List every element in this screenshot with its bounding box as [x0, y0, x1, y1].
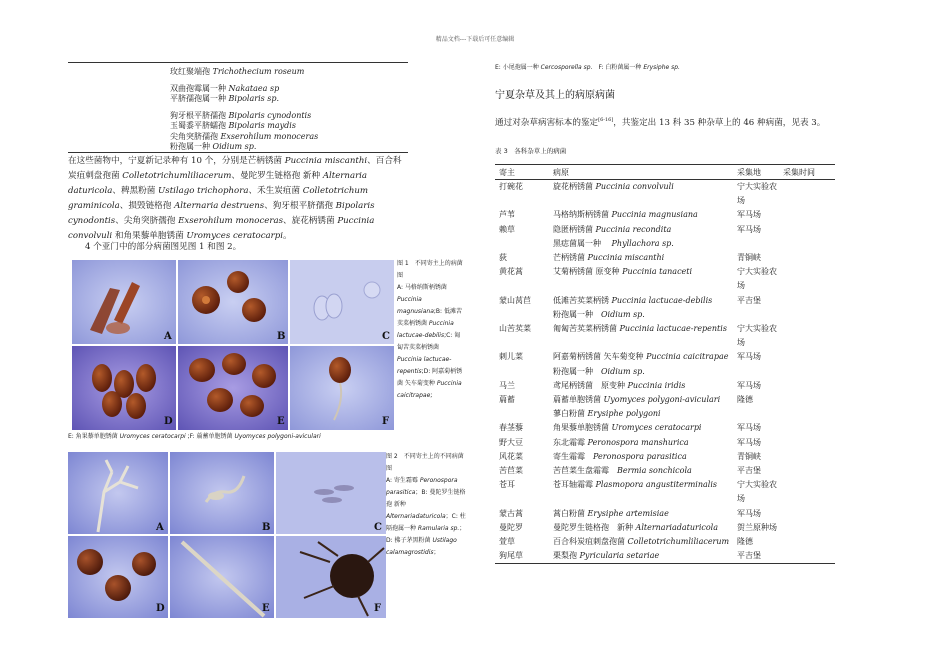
- panel-label: F: [374, 603, 382, 614]
- cell-time: [779, 549, 835, 564]
- panel-label: D: [156, 603, 165, 614]
- pathogen-zh: 栗梨孢: [553, 551, 580, 561]
- cell-host: 山苦荬菜: [499, 324, 531, 334]
- pathogen-latin: Uromyces ceratocarpi: [611, 423, 702, 433]
- pathogen-latin: Puccinia convolvuli: [595, 182, 674, 191]
- cell-host: 黄花蒿: [499, 267, 523, 277]
- cell-host: 马兰: [499, 380, 515, 390]
- cell-host: 野大豆: [499, 437, 523, 447]
- cell-time: [779, 379, 835, 393]
- cell-pathogen: [549, 265, 733, 293]
- cell-location: [733, 407, 779, 421]
- panel-label: A: [156, 522, 164, 533]
- pathogen-latin: Puccinia lactucae-debilis: [611, 295, 713, 305]
- panel-label: D: [164, 416, 173, 427]
- cell-time: [779, 251, 835, 265]
- table-row: [495, 521, 835, 535]
- cell-location: 军马场: [737, 508, 761, 518]
- cell-location: 宁大实验农场: [737, 267, 777, 291]
- page-header: 精品文档---下载后可任意编辑: [435, 36, 515, 43]
- cell-location: 平吉堡: [737, 295, 761, 305]
- pathogen-latin: Puccinia recondita: [595, 224, 672, 234]
- figure-2-image: [68, 452, 386, 618]
- cell-pathogen: [549, 223, 733, 237]
- pathogen-zh: 百合科炭疽刺盘孢菌: [553, 537, 628, 547]
- pathogen-latin: Puccinia iridis: [627, 380, 686, 390]
- pathogen-table: [495, 164, 835, 564]
- pathogen-zh: 寄生霜霉: [553, 451, 593, 461]
- cell-time: [779, 436, 835, 450]
- table-row: [495, 350, 835, 364]
- cell-pathogen: [549, 521, 733, 535]
- cell-time: [779, 223, 835, 237]
- cell-pathogen: [549, 478, 733, 506]
- cell-host: 苦苣菜: [499, 466, 523, 476]
- section-title: 宁夏杂草及其上的病原病菌: [495, 90, 615, 101]
- table-row: [495, 478, 835, 506]
- col-header-pathogen: 病原: [549, 165, 733, 180]
- body-paragraph-2: 4 个亚门中的部分病菌图见图 1 和图 2。: [85, 242, 242, 252]
- cell-pathogen: [549, 208, 733, 222]
- cell-time: [779, 507, 835, 521]
- pathogen-latin: Oidium sp.: [601, 309, 645, 319]
- figure-1-micrographs: [72, 260, 394, 430]
- pathogen-zh: 东北霜霉: [553, 437, 588, 447]
- fungus-list: [170, 67, 318, 153]
- pathogen-zh: 隐匿柄锈菌: [553, 224, 596, 234]
- cell-pathogen: [549, 379, 733, 393]
- cell-host: [495, 407, 549, 421]
- cell-location: 军马场: [737, 437, 761, 447]
- table-row: [495, 450, 835, 464]
- pathogen-latin: Puccinia caicitrapae: [646, 352, 729, 362]
- cell-pathogen: [549, 350, 733, 364]
- list-rule: [68, 152, 408, 153]
- cell-time: [779, 265, 835, 293]
- cell-location: 军马场: [737, 380, 761, 390]
- cell-host: 赖草: [499, 224, 515, 234]
- pathogen-latin: Alternariadaturicola: [635, 522, 718, 532]
- col-header-host: 寄主: [495, 165, 549, 180]
- cell-time: [779, 365, 835, 379]
- cell-host: 荻: [499, 253, 507, 263]
- table-row: [495, 379, 835, 393]
- pathogen-zh: 曼陀罗生链格孢 新种: [553, 522, 636, 532]
- pathogen-latin: Puccinia magnusiana: [611, 210, 698, 220]
- table-row: [495, 251, 835, 265]
- cell-pathogen: [549, 365, 733, 379]
- pathogen-latin: Puccinia tanaceti: [622, 267, 693, 277]
- cell-time: [779, 237, 835, 251]
- col-header-location: 采集地: [733, 165, 779, 180]
- cell-host: 芦苇: [499, 210, 515, 220]
- cell-pathogen: [549, 322, 733, 350]
- cell-time: [779, 421, 835, 435]
- pathogen-zh: 蓼白粉菌: [553, 409, 588, 419]
- cell-location: 军马场: [737, 224, 761, 234]
- cell-time: [779, 294, 835, 308]
- cell-host: 曼陀罗: [499, 522, 523, 532]
- pathogen-zh: 芒柄锈菌: [553, 253, 588, 263]
- table-row: [495, 294, 835, 308]
- panel-label: B: [277, 331, 286, 342]
- cell-location: 军马场: [737, 210, 761, 220]
- cell-host: 风花菜: [499, 451, 523, 461]
- cell-location: 隆德: [737, 537, 753, 547]
- pathogen-zh: 黑痣菌属一种: [553, 238, 612, 248]
- figure-2-caption-continued: E: 小尾孢属一种 Cercosporella sp. F: 白粉菌属一种 Erysiphe sp.: [495, 64, 680, 71]
- pathogen-latin: Pyricularia setariae: [579, 551, 660, 561]
- table-row: [495, 223, 835, 237]
- table-row: [495, 507, 835, 521]
- cell-location: 青铜峡: [737, 451, 761, 461]
- pathogen-latin: Peronospora manshurica: [587, 437, 689, 447]
- pathogen-zh: 角果藜单胞锈菌: [553, 423, 612, 433]
- cell-location: [733, 365, 779, 379]
- table-row: [495, 208, 835, 222]
- pathogen-latin: Puccinia miscanthi: [587, 253, 665, 263]
- panel-label: C: [374, 522, 382, 533]
- cell-pathogen: [549, 450, 733, 464]
- cell-time: [779, 521, 835, 535]
- body-paragraph: 在这些菌物中，宁夏新记录种有 10 个，分别是芒柄锈菌 Puccinia miscanthi、百合科炭疽刺盘孢菌 Colletotrichumliliacerum、曼陀罗生链格孢 新种 Alternaria daturicola、稗黑粉菌 Ustilago trichophora、禾生炭疽菌 Colletotrichum graminicola、损毁链格孢 Alternaria destruens、狗牙根平脐孺孢 Bipolaris cynodontis、尖角突脐孺孢 Exserohilum monoceras、旋花柄锈菌 Puccinia convolvuli 和角果藜单胞锈菌 Uromyces ceratocarpi。: [68, 156, 402, 241]
- cell-host: 狗尾草: [495, 549, 549, 564]
- cell-time: [779, 350, 835, 364]
- cell-time: [779, 308, 835, 322]
- cell-location: 隆德: [737, 395, 753, 405]
- pathogen-zh: 苍耳轴霜霉: [553, 480, 596, 490]
- cell-pathogen: [549, 180, 733, 209]
- list-item: 平脐孺孢属一种 Bipolaris sp.: [170, 94, 280, 103]
- cell-location: [733, 308, 779, 322]
- pathogen-latin: Bermia sonchicola: [617, 466, 692, 476]
- pathogen-latin: Puccinia lactucae-repentis: [619, 324, 727, 334]
- cell-host: 打碗花: [499, 182, 523, 191]
- cell-time: [779, 450, 835, 464]
- cell-location: 宁大实验农场: [737, 324, 777, 348]
- table-row: [495, 464, 835, 478]
- pathogen-latin: Erysiphe artemisiae: [587, 508, 669, 518]
- cell-location: [733, 237, 779, 251]
- pathogen-latin: Oidium sp.: [601, 366, 645, 376]
- cell-location: 青铜峡: [737, 253, 761, 263]
- table-row: [495, 421, 835, 435]
- pathogen-latin: Phyllachora sp.: [611, 238, 674, 248]
- cell-location: 平吉堡: [737, 466, 761, 476]
- cell-host: [495, 237, 549, 251]
- pathogen-zh: 鸢尾柄锈菌 原变种: [553, 380, 628, 390]
- pathogen-latin: Colletotrichumliliacerum: [627, 537, 730, 547]
- cell-host: 蒙山莴苣: [499, 295, 531, 305]
- table-row: [495, 393, 835, 407]
- col-header-time: 采集时间: [779, 165, 835, 180]
- table-row: [495, 322, 835, 350]
- panel-label: B: [262, 522, 271, 533]
- panel-label: C: [382, 331, 390, 342]
- cell-host: 春茎藜: [499, 423, 523, 433]
- figure-1-caption-bottom: E: 角果藜单胞锈菌 Uromyces ceratocarpi ;F: 萹蓄单胞锈菌 Uyomyces polygoni-aviculari: [68, 433, 321, 440]
- section-paragraph: 通过对杂草病害标本的鉴定[6-16]，共鉴定出 13 科 35 种杂草上的 46 种病菌，见表 3。: [495, 117, 826, 128]
- cell-time: [779, 180, 835, 209]
- panel-label: E: [262, 603, 270, 614]
- table-row: [495, 237, 835, 251]
- cell-host: 蒙古蒿: [499, 508, 523, 518]
- cell-host: 刺儿菜: [499, 352, 523, 362]
- panel-label: E: [277, 416, 285, 427]
- table-row: [495, 365, 835, 379]
- table-row: [495, 265, 835, 293]
- cell-location: 军马场: [737, 352, 761, 362]
- table-row: [495, 308, 835, 322]
- cell-location: 宁大实验农场: [737, 182, 777, 206]
- cell-pathogen: [549, 237, 733, 251]
- pathogen-zh: 低滩苦荬菜柄锈: [553, 295, 612, 305]
- table-row: [495, 549, 835, 564]
- cell-location: 贺兰原种场: [737, 522, 777, 532]
- list-item: 玉蜀黍平脐蠕孢 Bipolaris maydis: [170, 121, 296, 130]
- cell-time: [779, 208, 835, 222]
- top-rule: [68, 62, 408, 63]
- pathogen-zh: 旋花柄锈菌: [553, 182, 596, 191]
- cell-time: [779, 407, 835, 421]
- cell-pathogen: [549, 393, 733, 407]
- pathogen-zh: 粉孢属一种: [553, 309, 601, 319]
- figure-1-image: [72, 260, 394, 430]
- cell-host: 苍耳: [499, 480, 515, 490]
- pathogen-zh: 艾菊柄锈菌 原变种: [553, 267, 623, 277]
- table-header-row: [495, 165, 835, 180]
- cell-host: [495, 308, 549, 322]
- cell-host: 萱草: [499, 537, 515, 547]
- table-caption: 表 3 各科杂草上的病菌: [495, 147, 567, 155]
- table-row: [495, 407, 835, 421]
- cell-pathogen: [549, 507, 733, 521]
- cell-pathogen: [549, 407, 733, 421]
- table-row: [495, 535, 835, 549]
- list-item: 狗牙根平脐孺孢 Bipolaris cynodontis: [170, 110, 312, 120]
- panel-label: A: [164, 331, 172, 342]
- figure-2-caption: 图 2 不同寄主上的不同病菌图 A: 寄生霜霉 Peronospora parasitica；B: 曼陀罗生链格孢 新种 Alternariadaturicola；C: 柱隔孢属一种 Ramularia sp.；D: 拂子茅黑粉菌 Ustilago calamagrostidis；: [386, 453, 466, 556]
- table-row: [495, 436, 835, 450]
- cell-pathogen: [549, 436, 733, 450]
- cell-time: [779, 464, 835, 478]
- pathogen-zh: 苦苣菜生盘霜霉: [553, 466, 617, 476]
- cell-time: [779, 393, 835, 407]
- pathogen-zh: 萹蓄单胞锈菌: [553, 395, 604, 405]
- list-item: 双曲孢霉属一种 Nakataea sp: [170, 83, 280, 93]
- cell-location: 平吉堡: [733, 549, 779, 564]
- pathogen-latin: Plasmopora angustiterminalis: [595, 480, 717, 490]
- cell-time: [779, 535, 835, 549]
- cell-time: [779, 478, 835, 506]
- figure-2-micrographs: [68, 452, 386, 618]
- cell-pathogen: [549, 308, 733, 322]
- cell-host: [495, 365, 549, 379]
- cell-time: [779, 322, 835, 350]
- pathogen-zh: 马格纳斯柄锈菌: [553, 210, 612, 220]
- cell-pathogen: [549, 535, 733, 549]
- cell-location: 宁大实验农场: [737, 480, 777, 504]
- pathogen-zh: 匍匐苦荬菜柄锈菌: [553, 324, 620, 334]
- list-item: 粉孢属一种 Oidium sp.: [170, 142, 257, 151]
- cell-host: 萹蓄: [499, 395, 515, 405]
- pathogen-zh: 蒿白粉菌: [553, 508, 588, 518]
- pathogen-latin: Peronospora parasitica: [593, 451, 687, 461]
- cell-pathogen: [549, 251, 733, 265]
- cell-pathogen: [549, 549, 733, 564]
- table-row: [495, 180, 835, 209]
- pathogen-latin: Uyomyces polygoni-aviculari: [603, 395, 721, 405]
- cell-pathogen: [549, 464, 733, 478]
- cell-location: 军马场: [737, 423, 761, 433]
- figure-1-caption: 图 1 不同寄主上的病菌图 A: 马格纳斯柄锈菌 Puccinia magnusiana;B: 低滩苦荬菜柄锈菌 Puccinia lactucae-debilis;C: 匍匐苦荬菜柄锈菌 Puccinia lactucae-repentis;D: 阿嘉菊柄锈菌 矢车菊变种 Puccinia caicitrapae;: [397, 260, 463, 399]
- list-item: 玫红聚端孢 Trichothecium roseum: [170, 67, 305, 76]
- panel-label: F: [382, 416, 390, 427]
- pathogen-zh: 粉孢属一种: [553, 366, 601, 376]
- cell-pathogen: [549, 294, 733, 308]
- list-item: 尖角突脐孺孢 Exserohilum monoceras: [170, 131, 319, 141]
- pathogen-latin: Erysiphe polygoni: [587, 409, 661, 419]
- pathogen-zh: 阿嘉菊柄锈菌 矢车菊变种: [553, 352, 647, 362]
- cell-pathogen: [549, 421, 733, 435]
